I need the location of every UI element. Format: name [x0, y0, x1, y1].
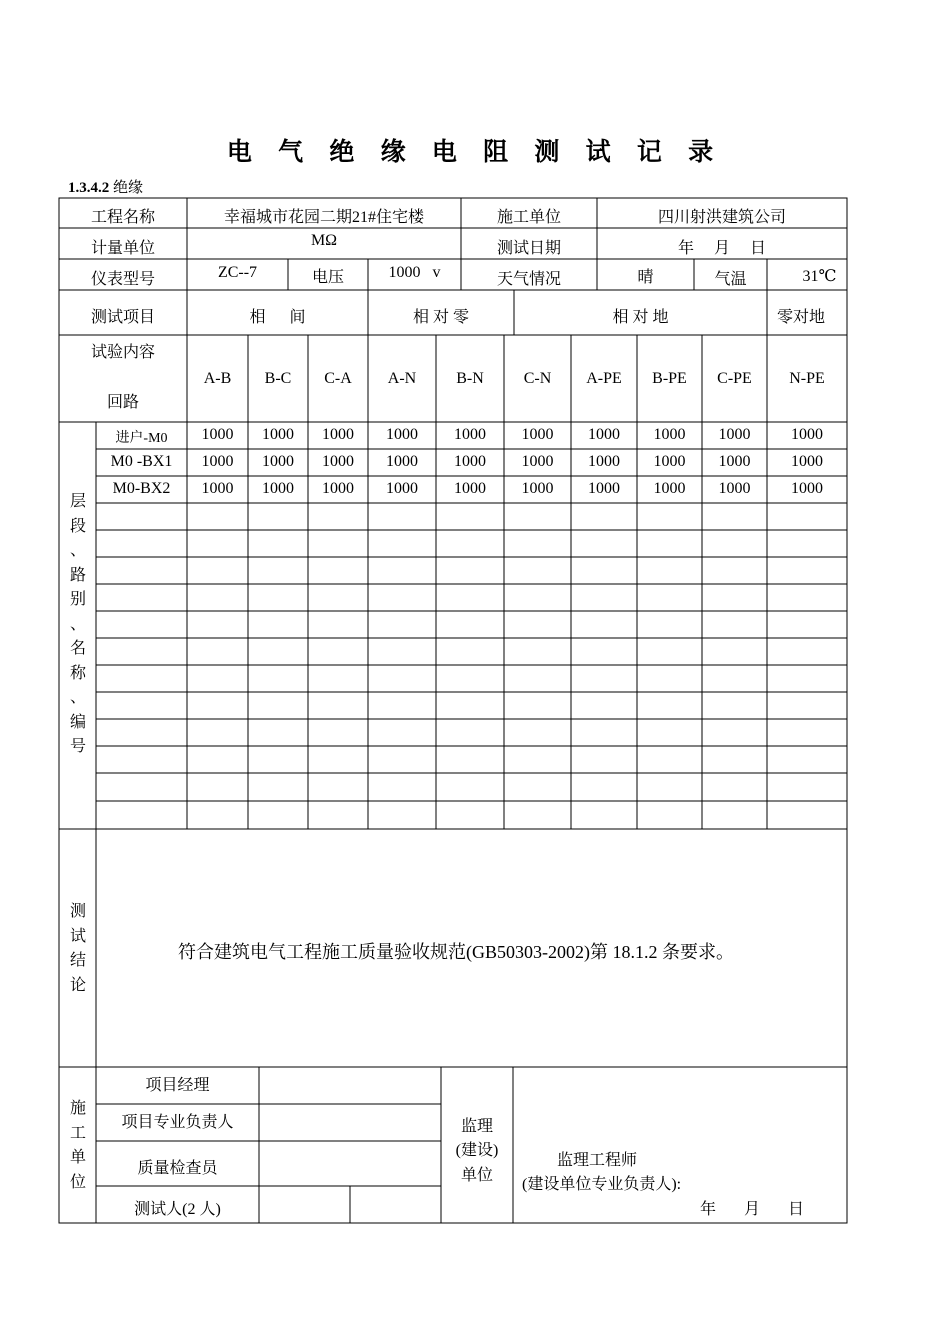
supervision-unit-label-2: (建设) [455, 1142, 499, 1159]
column-header: N-PE [789, 370, 825, 387]
table-cell: 1000 [262, 426, 294, 443]
project-name-label: 工程名称 [90, 209, 155, 226]
table-cell: 1000 [201, 426, 234, 443]
conclusion-text: 符合建筑电气工程施工质量验收规范(GB50303-2002)第 18.1.2 条要求。 [178, 942, 734, 962]
column-header: A-B [203, 370, 232, 387]
weather-label: 天气情况 [496, 271, 561, 288]
supervisor-title: 监理工程师 [557, 1152, 638, 1169]
test-date-label: 测试日期 [496, 240, 561, 257]
table-cell: 1000 [454, 426, 486, 443]
temperature-label: 气温 [714, 271, 747, 288]
meter-model-label: 仪表型号 [90, 271, 155, 288]
column-header: A-N [387, 370, 417, 387]
tester-label: 测试人(2 人) [134, 1201, 221, 1218]
table-cell: 1000 [791, 426, 823, 443]
table-cell: 1000 [718, 453, 751, 470]
signoff-date: 年 月 日 [700, 1201, 805, 1218]
project-manager-label: 项目经理 [145, 1077, 210, 1094]
table-cell: 1000 [588, 453, 620, 470]
column-header: C-A [324, 370, 352, 387]
project-specialist-label: 项目专业负责人 [121, 1114, 234, 1131]
table-cell: 1000 [322, 426, 354, 443]
table-cell: 1000 [718, 426, 751, 443]
column-header: B-N [456, 370, 484, 387]
test-items-label: 测试项目 [90, 309, 155, 326]
weather-value: 晴 [637, 269, 654, 286]
conclusion-label: 测 试 结 论 [69, 903, 86, 994]
table-cell: 1000 [791, 453, 823, 470]
table-cell: 1000 [322, 480, 354, 497]
row-circuit-name: M0-BX2 [112, 480, 171, 497]
column-header: B-C [264, 370, 292, 387]
table-cell: 1000 [791, 480, 823, 497]
supervision-unit-label-1: 监理 [460, 1118, 493, 1135]
meter-model-value: ZC--7 [217, 264, 258, 281]
section-number: 1.3.4.2 [68, 180, 110, 196]
section-name: 绝缘 [113, 180, 144, 196]
row-group-label: 层 段 、 路 别 、 名 称 、 编 号 [69, 493, 86, 755]
neutral-to-ground-header: 零对地 [776, 309, 825, 326]
phase-to-neutral-header: 相 对 零 [412, 309, 469, 326]
table-cell: 1000 [521, 426, 554, 443]
table-cell: 1000 [322, 453, 354, 470]
column-header: B-PE [652, 370, 687, 387]
builder-label: 施工单位 [496, 209, 561, 226]
column-header: C-N [523, 370, 552, 387]
construction-unit-label: 施 工 单 位 [69, 1100, 86, 1191]
test-date-value: 年 月 日 [677, 240, 766, 257]
phase-to-phase-header: 相 间 [249, 309, 306, 326]
table-cell: 1000 [201, 480, 234, 497]
phase-to-ground-header: 相 对 地 [612, 309, 669, 326]
test-content-label: 试验内容 [90, 344, 155, 361]
temperature-value: 31℃ [802, 268, 837, 285]
table-cell: 1000 [454, 480, 486, 497]
column-header: C-PE [717, 370, 752, 387]
row-circuit-name: 进户-M0 [115, 431, 168, 446]
table-cell: 1000 [454, 453, 486, 470]
table-cell: 1000 [386, 426, 418, 443]
supervisor-subtitle: (建设单位专业负责人): [522, 1176, 682, 1193]
column-header: A-PE [586, 370, 622, 387]
table-cell: 1000 [521, 480, 554, 497]
table-cell: 1000 [201, 453, 234, 470]
unit-value: MΩ [310, 232, 338, 249]
table-cell: 1000 [718, 480, 751, 497]
table-cell: 1000 [653, 453, 686, 470]
project-name-value: 幸福城市花园二期21#住宅楼 [223, 209, 424, 226]
unit-label: 计量单位 [90, 240, 155, 257]
table-cell: 1000 [386, 480, 418, 497]
table-cell: 1000 [521, 453, 554, 470]
quality-inspector-label: 质量检查员 [137, 1160, 218, 1177]
table-cell: 1000 [262, 453, 294, 470]
table-cell: 1000 [653, 426, 686, 443]
supervision-unit-label-3: 单位 [460, 1167, 493, 1184]
table-cell: 1000 [588, 426, 620, 443]
builder-value: 四川射洪建筑公司 [657, 209, 786, 226]
voltage-value: 1000 v [388, 264, 441, 281]
row-circuit-name: M0 -BX1 [110, 453, 173, 470]
circuit-label: 回路 [106, 394, 139, 411]
table-cell: 1000 [262, 480, 294, 497]
table-cell: 1000 [588, 480, 620, 497]
document-title: 电 气 绝 缘 电 阻 测 试 记 录 [226, 139, 724, 166]
table-cell: 1000 [653, 480, 686, 497]
voltage-label: 电压 [311, 269, 344, 286]
table-cell: 1000 [386, 453, 418, 470]
